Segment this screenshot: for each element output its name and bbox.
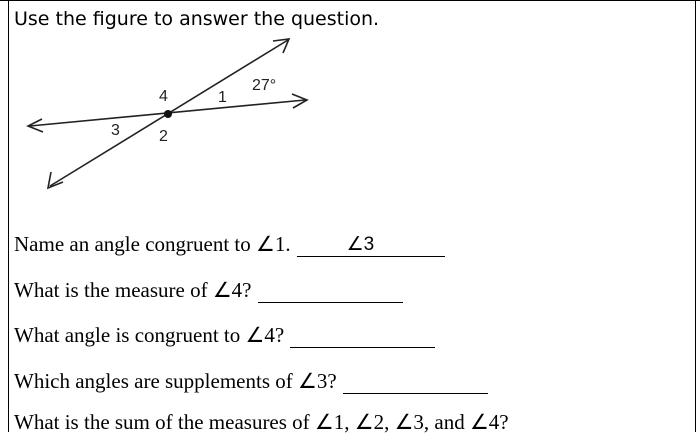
intersection-point: [164, 110, 172, 118]
question-5: [14, 410, 509, 435]
question-4: [14, 369, 488, 394]
question-1: [14, 232, 445, 257]
frame-right-border: [695, 0, 696, 432]
angle-label-2: 2: [159, 128, 168, 145]
question-1-text: Name an angle congruent to ∠1.: [14, 232, 291, 256]
answer-blank-4[interactable]: [343, 373, 488, 394]
question-5-text: What is the sum of the measures of ∠1, ∠2, ∠3, and ∠4?: [14, 410, 509, 434]
angle-measure-label: 27°: [252, 77, 277, 94]
question-3: [14, 323, 435, 348]
instruction-text: Use the figure to answer the question.: [14, 8, 380, 30]
answer-blank-3[interactable]: [290, 327, 435, 348]
frame-top-border: [0, 0, 700, 1]
answer-blank-2[interactable]: [258, 282, 403, 303]
angle-label-4: 4: [159, 88, 168, 105]
question-4-text: Which angles are supplements of ∠3?: [14, 369, 337, 393]
angle-label-3: 3: [111, 122, 120, 139]
question-2-text: What is the measure of ∠4?: [14, 278, 252, 302]
angle-figure: [0, 30, 340, 200]
answer-blank-1[interactable]: [297, 236, 445, 257]
answer-1-text: ∠3: [346, 234, 375, 255]
question-2: [14, 278, 403, 303]
question-3-text: What angle is congruent to ∠4?: [14, 323, 285, 347]
angle-label-1: 1: [218, 89, 227, 106]
